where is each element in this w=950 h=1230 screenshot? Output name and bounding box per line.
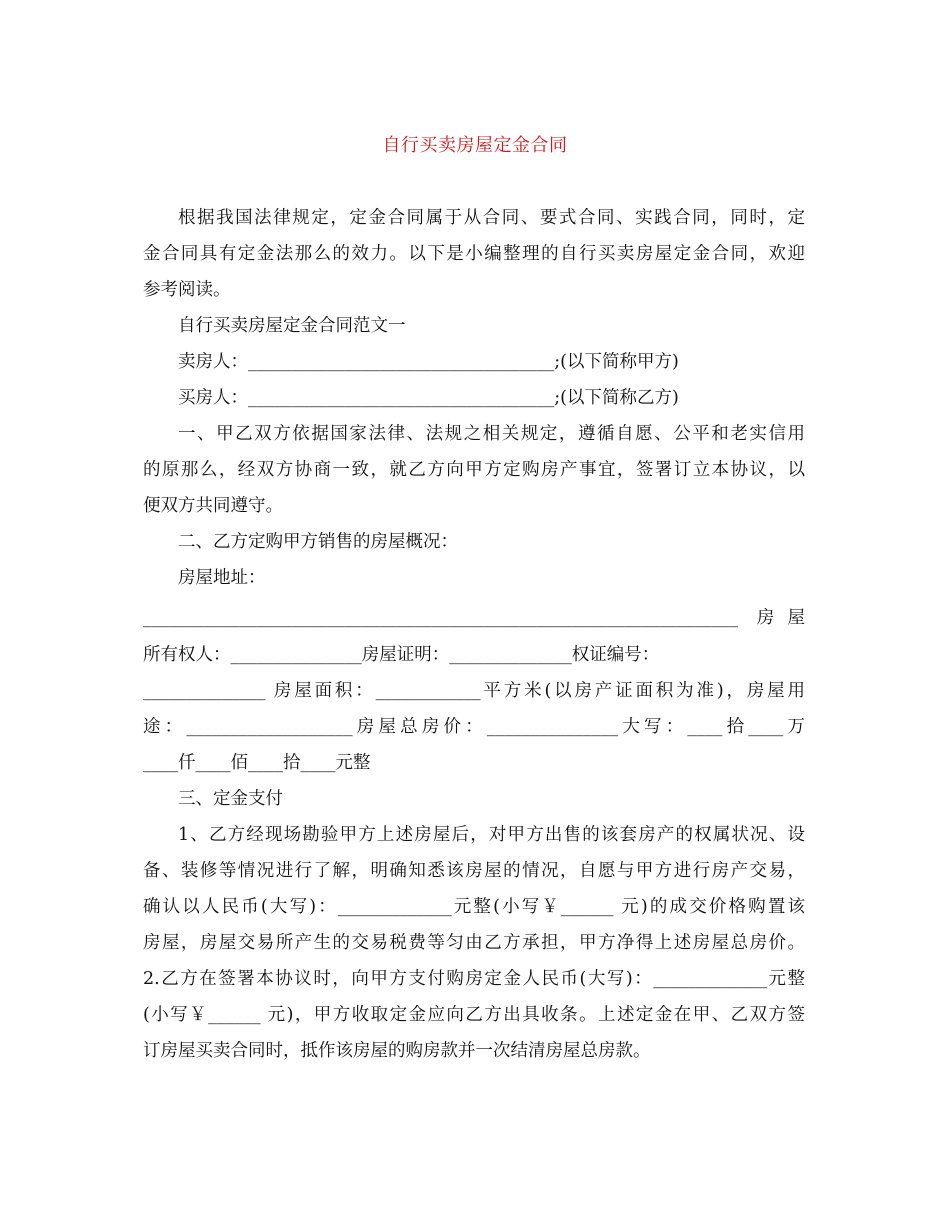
paragraph-line: 便双方共同遵守。 bbox=[143, 496, 283, 516]
paragraph-line: 的原那么，经双方协商一致，就乙方向甲方定购房产事宜，签署订立本协议，以 bbox=[143, 460, 805, 480]
seller-line: 卖房人：___________________________________;(以下简称甲方) bbox=[178, 352, 679, 372]
form-line: 途：___________________房屋总房价：_______________大写：____拾____万 bbox=[143, 717, 805, 737]
paragraph-line: (小写￥______ 元)，甲方收取定金应向乙方出具收条。上述定金在甲、乙双方签 bbox=[143, 1005, 805, 1025]
paragraph-line: 1、乙方经现场勘验甲方上述房屋后，对甲方出售的该套房产的权属状况、设 bbox=[178, 825, 805, 845]
form-line: ____仟____佰____拾____元整 bbox=[143, 753, 371, 773]
form-line: 所有权人：_______________房屋证明：______________权证编号： bbox=[143, 645, 660, 665]
section-heading: 自行买卖房屋定金合同范文一 bbox=[178, 316, 406, 336]
section-heading: 三、定金支付 bbox=[178, 789, 283, 809]
section-heading: 二、乙方定购甲方销售的房屋概况： bbox=[178, 532, 458, 552]
paragraph-line: 订房屋买卖合同时，抵作该房屋的购房款并一次结清房屋总房款。 bbox=[143, 1041, 651, 1061]
paragraph-line: 房屋，房屋交易所产生的交易税费等匀由乙方承担，甲方净得上述房屋总房价。 bbox=[143, 933, 805, 953]
paragraph-line: 根据我国法律规定，定金合同属于从合同、要式合同、实践合同，同时，定 bbox=[178, 208, 805, 228]
address-label: 房屋地址： bbox=[178, 568, 266, 588]
paragraph-line: 确认以人民币(大写)：_____________元整(小写￥______ 元)的成交价格购置该 bbox=[143, 897, 805, 917]
paragraph-line: 备、装修等情况进行了解，明确知悉该房屋的情况，自愿与甲方进行房产交易， bbox=[143, 861, 805, 881]
buyer-line: 买房人：___________________________________;(以下简称乙方) bbox=[178, 388, 679, 408]
document-title: 自行买卖房屋定金合同 bbox=[382, 135, 568, 156]
paragraph-line: 一、甲乙双方依据国家法律、法规之相关规定，遵循自愿、公平和老实信用 bbox=[178, 424, 805, 444]
form-line: ______________ 房屋面积：____________平方米(以房产证面积为准)，房屋用 bbox=[143, 681, 805, 701]
paragraph-line: 金合同具有定金法那么的效力。以下是小编整理的自行买卖房屋定金合同，欢迎 bbox=[143, 244, 805, 264]
form-line: ____________________________________________________________________ 房屋 bbox=[143, 608, 805, 628]
paragraph-line: 2.乙方在签署本协议时，向甲方支付购房定金人民币(大写)：_____________元整 bbox=[143, 969, 805, 989]
paragraph-line: 参考阅读。 bbox=[143, 280, 231, 300]
